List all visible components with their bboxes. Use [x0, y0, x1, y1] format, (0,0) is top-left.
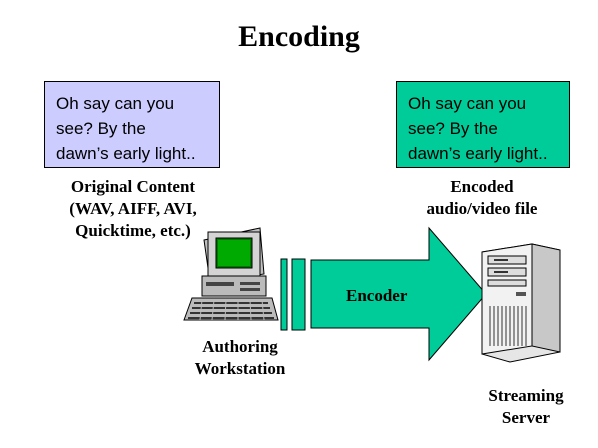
label-line: Encoded	[450, 177, 514, 196]
original-text-line: dawn’s early light..	[56, 144, 196, 163]
label-line: Authoring	[202, 337, 278, 356]
label-line: Streaming	[488, 386, 564, 405]
encoded-text-line: see? By the	[408, 119, 498, 138]
computer-icon	[184, 228, 278, 320]
label-line: Workstation	[194, 359, 286, 378]
label-line: audio/video file	[426, 199, 538, 218]
signal-bar	[281, 259, 287, 330]
original-text-line: see? By the	[56, 119, 146, 138]
signal-bar	[292, 259, 305, 330]
label-line: Server	[501, 408, 551, 427]
server-icon	[482, 244, 560, 362]
server-label	[466, 385, 586, 429]
encoder-label: Encoder	[346, 286, 408, 305]
encoded-text-line: Oh say can you	[408, 94, 527, 113]
label-line: (WAV, AIFF, AVI,	[69, 199, 197, 218]
original-text-line: Oh say can you	[56, 94, 175, 113]
label-line: Quicktime, etc.)	[75, 221, 191, 240]
workstation-label	[170, 336, 310, 380]
encoded-text-line: dawn’s early light..	[408, 144, 548, 163]
label-line: Original Content	[70, 177, 196, 196]
diagram-title: Encoding	[238, 20, 360, 53]
